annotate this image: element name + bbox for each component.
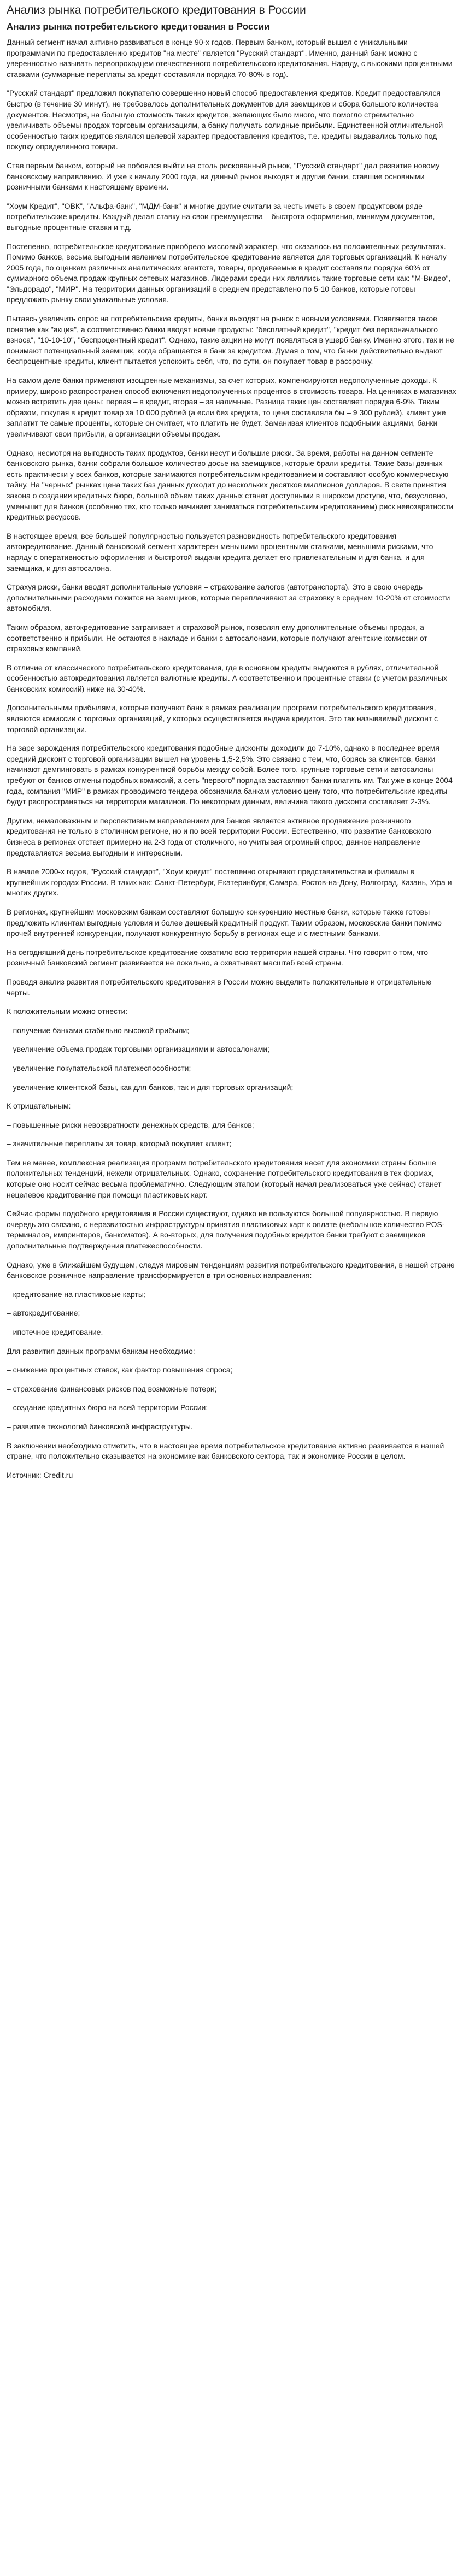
article-paragraph: Постепенно, потребительское кредитование приобрело массовый характер, что сказалось на положительных результатах. Помимо банков, весьма выгодным явлением потребительское кредитование является для торговых организаций. К началу 2005 года, по оценкам различных аналитических агентств, товары, продаваемые в кредит составляли порядка 60% от суммарного объема продаж крупных сетевых магазинов. Лидерами среди них являлись такие торговые сети как: "М-Видео", "Эльдорадо", "МИР". На территории данных организаций в среднем представлено по 5-10 банков, которые готовы предложить рынку свои уникальные условия. xyxy=(7,241,451,304)
article-paragraph: – увеличение объема продаж торговыми организациями и автосалонами; xyxy=(7,1045,270,1054)
source-link[interactable]: Credit.ru xyxy=(43,1470,73,1479)
article-paragraph: Проводя анализ развития потребительского кредитования в России можно выделить положительные и отрицательные черты. xyxy=(7,977,432,997)
article-body xyxy=(7,37,456,1462)
article-paragraph: Став первым банком, который не побоялся выйти на столь рискованный рынок, "Русский стандарт" дал развитие новому банковскому направлению. И уже к началу 2000 года, на данный рынок выходят и другие банки, ставшие основными розничными банками к настоящему времени. xyxy=(7,161,440,192)
article-paragraph: "Хоум Кредит", "ОВК", "Альфа-банк", "МДМ-банк" и многие другие считали за честь иметь в своем продуктовом ряде потребительские кредиты. Каждый делал ставку на свои преимущества – быстрота оформления, минимум документов, выгодные процентные ставки и т.д. xyxy=(7,201,435,232)
source-line xyxy=(7,1470,456,1481)
article-paragraph: Для развития данных программ банкам необходимо: xyxy=(7,1346,195,1355)
article-paragraph: – развитие технологий банковской инфраструктуры. xyxy=(7,1422,193,1431)
page-title: Анализ рынка потребительского кредитования в России xyxy=(7,4,306,16)
article-paragraph: Однако, несмотря на выгодность таких продуктов, банки несут и большие риски. За время, работы на данном сегменте банковского рынка, банки собрали большое количество досье на заемщиков, которые брали кредиты. Такие базы данных есть практически у всех банков, которые занимаются потребительским кредитованием и составляют особую коммерческую тайну. На "черных" рынках цена таких баз данных доходит до нескольких десятков миллионов долларов. В свете принятия закона о создании кредитных бюро, большой объем таких данных станет доступными в широком доступе, что, безусловно, уменьшит для банков (особенно тех, кто только начинает заниматься потребительским кредитованием) риск невозвратности кредитных ресурсов. xyxy=(7,448,454,522)
source-label: Источник: xyxy=(7,1470,44,1479)
article-paragraph: – снижение процентных ставок, как фактор повышения спроса; xyxy=(7,1365,233,1375)
article-paragraph: – ипотечное кредитование. xyxy=(7,1328,103,1336)
article-paragraph: Данный сегмент начал активно развиваться в конце 90-х годов. Первым банком, который вышел с уникальными программами по предоставлению кредитов "на месте" является "Русский стандарт". Именно, данный банк можно с уверенностью называть первопроходцем отечественного потребительского кредитования. Наряду, с высокими процентными ставками (суммарные переплаты за кредит составляли порядка 70-80% в год). xyxy=(7,38,453,79)
article-paragraph: – кредитование на пластиковые карты; xyxy=(7,1289,146,1299)
article-paragraph: В отличие от классического потребительского кредитования, где в основном кредиты выдаются в рублях, отличительной особенностью автокредитования является валютные кредиты. А соответственно и процентные ставки (с учетом различных банковских комиссий) ниже на 30-40%. xyxy=(7,663,448,693)
article-paragraph: На сегодняшний день потребительское кредитование охватило всю территории нашей страны. Что говорит о том, что розничный банковский сегмент развивается не локально, а охватывает масштаб всей страны. xyxy=(7,947,429,968)
article-title: Анализ рынка потребительского кредитования в России xyxy=(7,21,270,32)
article-paragraph: В заключении необходимо отметить, что в настоящее время потребительское кредитование активно развивается в нашей стране, что положительно сказывается на экономике как банковского сектора, так и экономике России в целом. xyxy=(7,1441,444,1461)
article-paragraph: В настоящее время, все большей популярностью пользуется разновидность потребительского кредитования – автокредитование. Данный банковский сегмент характерен меньшими процентными ставками, меньшими рисками, что наряду с оперативностью оформления и быстротой выдачи кредита делает его привлекательным и для банка, и для заемщика, и для автосалона. xyxy=(7,531,433,573)
article-paragraph: В регионах, крупнейшим московским банкам составляют большую конкуренцию местные банки, которые также готовы предложить клиентам выгодные условия и более дешевый кредитный продукт. Таким образом, московские банки помимо прочей внутренней конкуренции, получают конкурентную борьбу в регионах еще и с местными банками. xyxy=(7,907,442,938)
article-paragraph: Однако, уже в ближайшем будущем, следуя мировым тенденциям развития потребительского кредитования, в нашей стране банковское розничное направление трансформируется в три основных направления: xyxy=(7,1260,455,1280)
article-paragraph: – получение банками стабильно высокой прибыли; xyxy=(7,1025,190,1035)
article-paragraph: К отрицательным: xyxy=(7,1101,71,1111)
article-paragraph: – создание кредитных бюро на всей территории России; xyxy=(7,1403,208,1412)
article-paragraph: – повышенные риски невозвратности денежных средств, для банков; xyxy=(7,1120,254,1129)
article-paragraph: – автокредитование; xyxy=(7,1308,80,1318)
article-paragraph: – страхование финансовых рисков под возможные потери; xyxy=(7,1384,217,1393)
article-paragraph: Пытаясь увеличить спрос на потребительские кредиты, банки выходят на рынок с новыми условиями. Появляется такое понятие как "акция", а соответственно банки вводят новые продукты: "бесплатный кредит", "кредит без первоначального взноса", "10-10-10", "беспроцентный кредит". Однако, такие акции не могут появляться в ущерб банку. Именно этого, так и не понимают потенциальный заемщик, когда обращается в банк за кредитом. Думая о том, что банки действительно выдают беспроцентные кредиты, клиент пытается успокоить себя, что, по сути, он покупает товар в рассрочку. xyxy=(7,314,454,366)
article-paragraph: На заре зарождения потребительского кредитования подобные дисконты доходили до 7-10%, однако в последнее время средний дисконт с торговой организации вышел на уровень 1,5-2,5%. Это связано с тем, что, борясь за клиентов, банки начинают демпинговать в рамках конкурентной борьбы между собой. Более того, крупные торговые сети и автосалоны требуют от банков отмены подобных комиссий, а сеть "первого" порядка заставляют банки платить им. Так уже в конце 2004 года, компания "МИР" в рамках проводимого тендера обозначила банкам условию цену того, что потребительские кредиты будут распространяться на территории магазинов. По некоторым данным, величина такого дисконта составляет 2-3%. xyxy=(7,744,453,806)
article-paragraph: Тем не менее, комплексная реализация программ потребительского кредитования несет для экономики страны больше положительных тенденций, нежели отрицательных. Однако, сохранение потребительского кредитования в тех формах, которые оно носит сейчас весьма проблематично. Следующим этапом (который начал реализоваться уже сейчас) станет нецелевое кредитование при помощи пластиковых карт. xyxy=(7,1158,442,1199)
article-paragraph: Страхуя риски, банки вводят дополнительные условия – страхование залогов (автотранспорта). Это в свою очередь дополнительными расходами ложится на заемщиков, которые переплачивают за страховку в среднем 10-20% от стоимости автомобиля. xyxy=(7,582,450,613)
article-paragraph: На самом деле банки применяют изощренные механизмы, за счет которых, компенсируются недополученные доходы. К примеру, широко распространен способ включения недополученных процентов в стоимость товара. На ценниках в магазинах можно встретить две цены: первая – в кредит, вторая – за наличные. Разница таких цен составляет порядка 6-9%. Таким образом, покупая в кредит товар за 10 000 рублей (а если без кредита, то цена составляла бы – 9 300 рублей), клиент уже заплатит те самые проценты, которые он считает, что платить не будет. Заманивая клиентов подобными акциями, банки увеличивают свои прибыли, а организации объемы продаж. xyxy=(7,376,456,438)
article-paragraph: – значительные переплаты за товар, который покупает клиент; xyxy=(7,1139,232,1148)
article-paragraph: Таким образом, автокредитование затрагивает и страховой рынок, позволяя ему дополнительные объемы продаж, а соответственно и прибыли. Не остаются в накладе и банки с автосалонами, которые получают агентские комиссии от страховых компаний. xyxy=(7,622,427,653)
article-paragraph: – увеличение покупательской платежеспособности; xyxy=(7,1063,191,1072)
article-paragraph: – увеличение клиентской базы, как для банков, так и для торговых организаций; xyxy=(7,1082,294,1092)
article-paragraph: К положительным можно отнести: xyxy=(7,1007,128,1016)
article-paragraph: Сейчас формы подобного кредитования в России существуют, однако не пользуются большой популярностью. В первую очередь это связано, с неразвитостью инфраструктуры принятия пластиковых карт к оплате (небольшое количество POS-терминалов, импринтеров, банкоматов). А во-вторых, для получения подобных кредитов банки требуют с заемщиков дополнительные подтверждения платежеспособности. xyxy=(7,1209,445,1251)
article-paragraph: Другим, немаловажным и перспективным направлением для банков является активное продвижение розничного кредитования не только в столичном регионе, но и по всей территории России. Естественно, что развитие банковского бизнеса в регионах отстает примерно на 2-3 года от столичного, но учитывая огромный спрос, данное направление представляется весьма выгодным и интересным. xyxy=(7,816,432,857)
article-paragraph: "Русский стандарт" предложил покупателю совершенно новый способ предоставления кредитов. Кредит предоставлялся быстро (в течение 30 минут), не требовалось дополнительных документов для заемщиков и сбора большого количества документов. Несмотря, на большую стоимость таких кредитов, желающих было много, что помогло стремительно увеличивать объемы продаж торговым организациям, а банку получать солидные прибыли. Единственной отличительной особенностью таких кредитов являлся целевой характер предоставления кредитов, т.е. кредиты выдавались только под покупку определенного товара. xyxy=(7,89,443,151)
article-paragraph: В начале 2000-х годов, "Русский стандарт", "Хоум кредит" постепенно открывают представительства и филиалы в крупнейших городах России. В таких как: Санкт-Петербург, Екатеринбург, Самара, Ростов-на-Дону, Волгоград, Казань, Уфа и многих других. xyxy=(7,867,452,898)
article-paragraph: Дополнительными прибылями, которые получают банк в рамках реализации программ потребительского кредитования, являются комиссии с торговых организаций, у которых осуществляется выдача кредитов. Это так называемый дисконт с торговой организации. xyxy=(7,703,438,734)
